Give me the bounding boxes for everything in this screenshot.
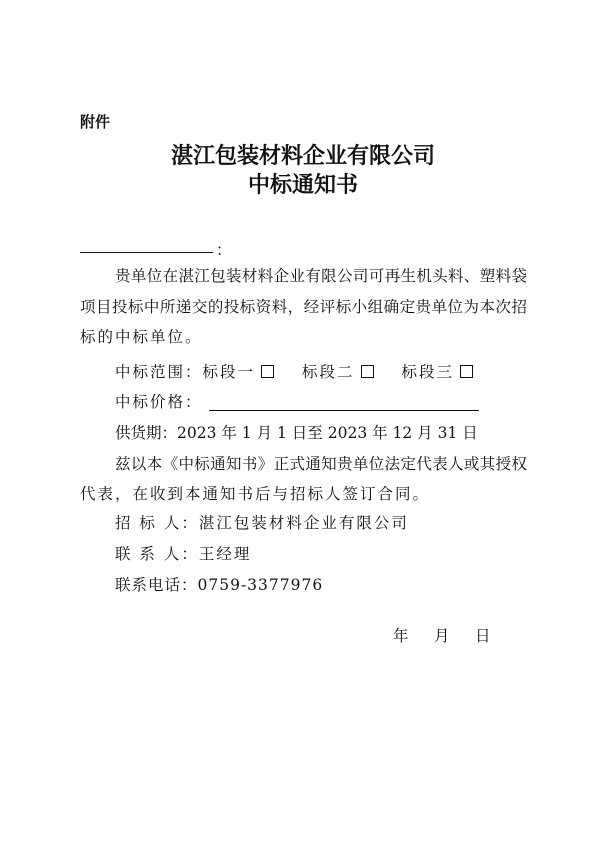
paragraph-line: 代表，在收到本通知书后与招标人签订合同。 <box>80 485 431 503</box>
bid-price-blank-line <box>209 410 479 411</box>
checkbox[interactable] <box>361 365 374 378</box>
bid-scope-label: 中标范围： <box>115 363 203 381</box>
document-title-company: 湛江包装材料企业有限公司 <box>170 143 435 169</box>
contact-person: 联 系 人：王经理 <box>115 545 252 563</box>
addressee-colon: ： <box>216 241 232 259</box>
lot-option-1[interactable]: 标段一 <box>203 363 275 381</box>
paragraph-line: 兹以本《中标通知书》正式通知贵单位法定代表人或其授权 <box>115 455 527 473</box>
attachment-label: 附件 <box>80 113 111 131</box>
checkbox[interactable] <box>261 365 274 378</box>
bid-price-label: 中标价格： <box>115 393 203 411</box>
addressee-blank-line <box>80 252 213 253</box>
paragraph-line: 贵单位在湛江包装材料企业有限公司可再生机头料、塑料袋 <box>115 267 527 285</box>
paragraph-line: 项目投标中所递交的投标资料，经评标小组确定贵单位为本次招 <box>80 298 527 316</box>
contact-phone: 联系电话：0759-3377976 <box>115 576 324 594</box>
tenderer: 招 标 人：湛江包装材料企业有限公司 <box>115 514 409 532</box>
supply-period: 供货期：2023 年 1 月 1 日至 2023 年 12 月 31 日 <box>115 424 478 442</box>
bid-price <box>115 392 479 412</box>
date-day: 日 <box>475 627 491 645</box>
bid-scope <box>115 362 473 382</box>
date-year: 年 <box>393 627 409 645</box>
checkbox[interactable] <box>460 365 473 378</box>
date-month: 月 <box>434 627 450 645</box>
paragraph-line: 标的中标单位。 <box>80 328 203 346</box>
lot-option-2[interactable]: 标段二 <box>302 363 374 381</box>
lot-option-3[interactable]: 标段三 <box>402 363 474 381</box>
document-title: 中标通知书 <box>247 172 358 198</box>
